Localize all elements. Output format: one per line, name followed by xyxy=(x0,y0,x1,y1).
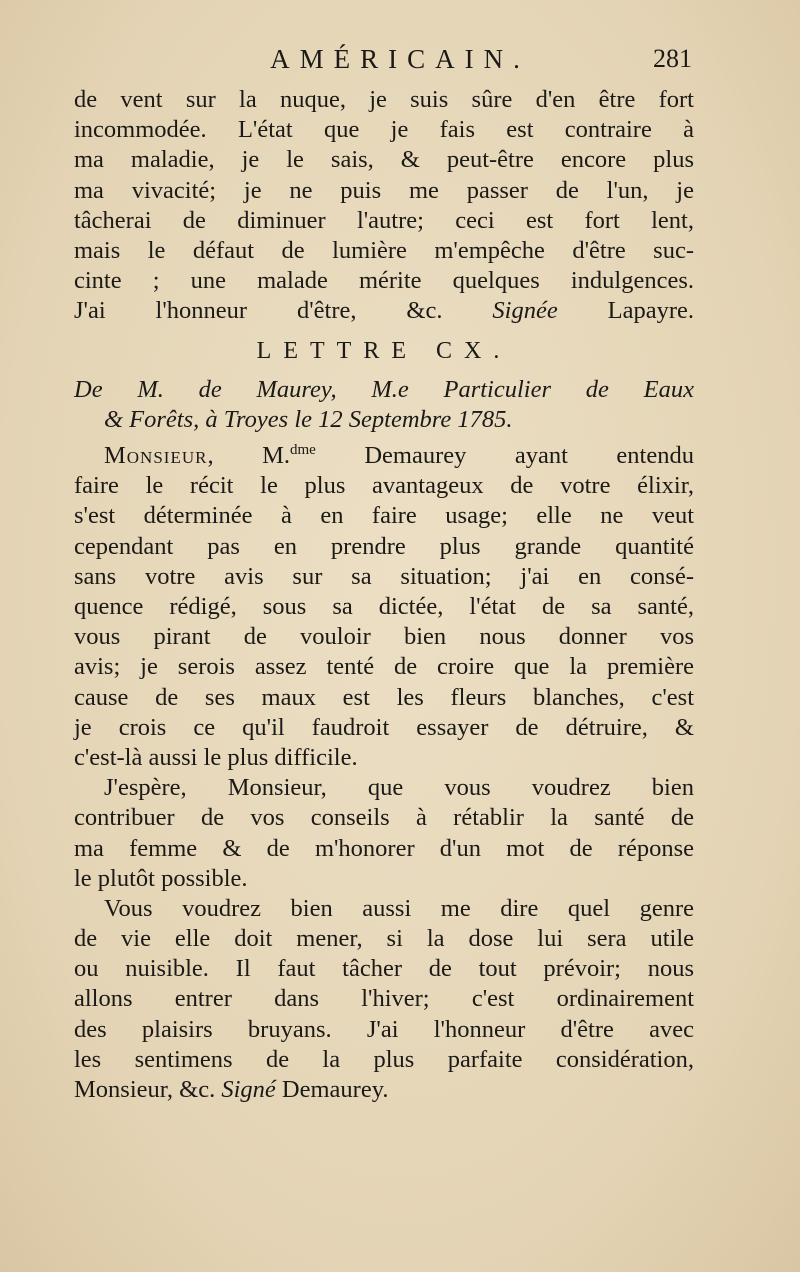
text-line: cependant pas en prendre plus grande quantité xyxy=(74,532,694,560)
running-title: AMÉRICAIN. xyxy=(270,44,530,74)
text-line: cause de ses maux est les fleurs blanches, c'est xyxy=(74,683,694,711)
text-line: J'espère, Monsieur, que vous voudrez bien xyxy=(104,774,694,802)
page-header xyxy=(0,44,800,84)
address-line: & Forêts, à Troyes le 12 Septembre 1785. xyxy=(104,405,513,433)
text-line: allons entrer dans l'hiver; c'est ordinairement xyxy=(74,985,694,1013)
text-line: avis; je serois assez tenté de croire que la première xyxy=(74,653,694,681)
salutation-line: Monsieur, M.$^{dme}$ Demaurey ayant entendu xyxy=(104,442,694,470)
text-line: tâcherai de diminuer l'autre; ceci est fort lent, xyxy=(74,206,694,234)
text-line: vous pirant de vouloir bien nous donner vos xyxy=(74,623,694,651)
text-line: de vie elle doit mener, si la dose lui sera utile xyxy=(74,925,694,953)
text-line: faire le récit le plus avantageux de votre élixir, xyxy=(74,472,694,500)
text-line: les sentimens de la plus parfaite considération, xyxy=(74,1045,694,1073)
intro-closing-line xyxy=(74,296,694,326)
address-line: De M. de Maurey, M.e Particulier de Eaux xyxy=(74,375,694,403)
text-line: des plaisirs bruyans. J'ai l'honneur d'être avec xyxy=(74,1015,694,1043)
text-line: je crois ce qu'il faudroit essayer de détruire, & xyxy=(74,713,694,741)
madame-abbrev: M. xyxy=(262,442,291,470)
text-line: c'est-là aussi le plus difficile. xyxy=(74,743,358,771)
text-line: le plutôt possible. xyxy=(74,864,248,892)
madame-sup: dme xyxy=(290,442,316,459)
signed-word: Signée xyxy=(492,297,558,325)
text-line: cinte ; une malade mérite quelques indulgences. xyxy=(74,267,694,295)
salutation-rest: Demaurey ayant entendu xyxy=(364,442,694,470)
salutation-word: Monsieur xyxy=(104,442,208,470)
text-line: de vent sur la nuque, je suis sûre d'en être fort xyxy=(74,86,694,113)
text-line: mais le défaut de lumière m'empêche d'être suc- xyxy=(74,236,694,264)
signed-word: Signé xyxy=(221,1076,276,1103)
signature-name: Demaurey. xyxy=(281,1076,389,1103)
text-line: ma vivacité; je ne puis me passer de l'un, je xyxy=(74,176,694,204)
text-line: contribuer de vos conseils à rétablir la santé de xyxy=(74,804,694,832)
text-line: quence rédigé, sous sa dictée, l'état de sa santé, xyxy=(74,593,694,620)
letter-title: LETTRE CX. xyxy=(256,337,512,364)
text-line: incommodée. L'état que je fais est contraire à xyxy=(74,116,694,144)
closing-text: J'ai l'honneur d'être, &c. xyxy=(74,297,443,325)
page-body xyxy=(74,85,694,1105)
text-line: s'est déterminée à en faire usage; elle ne veut xyxy=(74,502,694,530)
page-number: 281 xyxy=(653,44,692,73)
final-closing-line xyxy=(74,1075,694,1105)
signature-name: Lapayre. xyxy=(607,297,694,325)
closing-text: Monsieur, &c. xyxy=(74,1076,216,1103)
text-line: ma maladie, je le sais, & peut-être encore plus xyxy=(74,146,694,174)
text-line: Vous voudrez bien aussi me dire quel genre xyxy=(104,894,694,922)
text-line: ou nuisible. Il faut tâcher de tout prévoir; nous xyxy=(74,955,694,983)
text-line: ma femme & de m'honorer d'un mot de réponse xyxy=(74,834,694,862)
text-line: sans votre avis sur sa situation; j'ai en consé- xyxy=(74,562,694,590)
